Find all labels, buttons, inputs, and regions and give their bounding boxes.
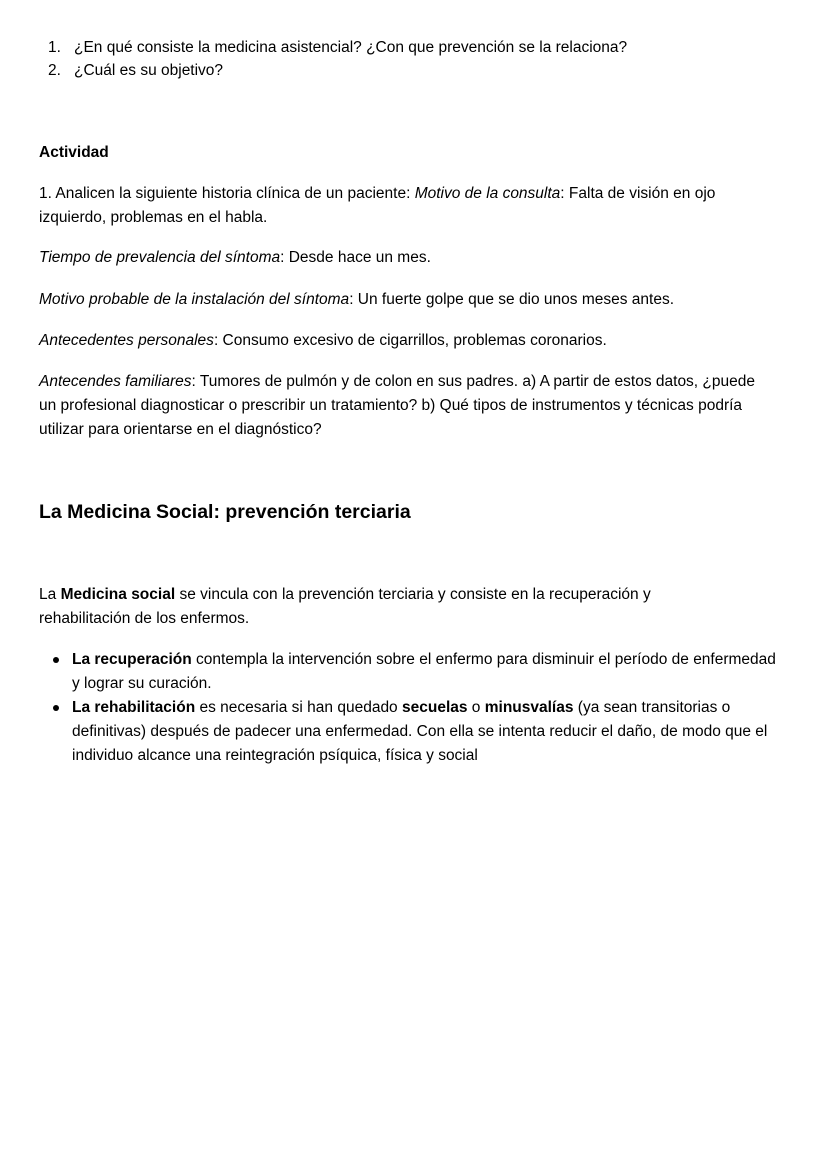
field-label: Antecendes familiares: [39, 373, 192, 390]
question-number: 1.: [48, 39, 61, 56]
question-text: ¿Cuál es su objetivo?: [74, 62, 224, 79]
bullet-text: contempla la intervención sobre el enfermo para disminuir el período de enfermedad y lograr su curación.: [72, 651, 776, 692]
bullet-dot-icon: [53, 657, 59, 663]
field-label: Antecedentes personales: [39, 332, 214, 349]
question-text: ¿En qué consiste la medicina asistencial? ¿Con que prevención se la relaciona?: [74, 39, 628, 56]
bold-term: La recuperación: [72, 651, 192, 668]
question-list: [39, 36, 789, 82]
question-item: [48, 59, 789, 82]
field-label: Motivo de la consulta: [414, 185, 561, 202]
bold-term: minusvalías: [484, 699, 574, 716]
activity-paragraph-5: [39, 370, 769, 442]
bullet-dot-icon: [53, 705, 59, 711]
bullet-item: [72, 696, 787, 768]
bold-term: secuelas: [402, 699, 468, 716]
paragraph-text: La: [39, 586, 61, 603]
bullet-item: [72, 648, 787, 696]
section-heading: La Medicina Social: prevención terciaria: [39, 501, 411, 523]
activity-title: Actividad: [39, 144, 109, 161]
field-label: Motivo probable de la instalación del síntoma: [39, 291, 350, 308]
question-item: [48, 36, 789, 59]
document-page: [39, 36, 789, 764]
bullet-text: es necesaria si han quedado: [195, 699, 402, 716]
paragraph-text: : Un fuerte golpe que se dio unos meses antes.: [349, 291, 675, 308]
field-label: Tiempo de prevalencia del síntoma: [39, 249, 281, 266]
bold-term: La rehabilitación: [72, 699, 196, 716]
bullet-list: [39, 648, 787, 768]
bullet-text: (ya sean transitorias o definitivas) después de padecer una enfermedad. Con ella se intenta reducir el daño, de modo que el individuo alcance una reintegración psíquica, física y social: [72, 699, 768, 764]
paragraph-text: 1. Analicen la siguiente historia clínica de un paciente:: [39, 185, 415, 202]
bullet-text: o: [467, 699, 485, 716]
activity-paragraph-3: [39, 288, 784, 312]
paragraph-text: : Desde hace un mes.: [280, 249, 431, 266]
activity-paragraph-1: [39, 182, 784, 230]
bold-term: Medicina social: [60, 586, 176, 603]
activity-paragraph-4: [39, 329, 784, 353]
paragraph-text: : Falta de visión en ojo izquierdo, problemas en el habla.: [39, 185, 716, 226]
paragraph-text: : Tumores de pulmón y de colon en sus padres. a) A partir de estos datos, ¿puede un profesional diagnosticar o prescribir un tratamiento? b) Qué tipos de instrumentos y técnicas podría utilizar para orientarse en el diagnóstico?: [39, 373, 755, 438]
paragraph-text: : Consumo excesivo de cigarrillos, problemas coronarios.: [213, 332, 607, 349]
paragraph-text: se vincula con la prevención terciaria y consiste en la recuperación y rehabilitación de los enfermos.: [39, 586, 651, 627]
question-number: 2.: [48, 62, 61, 79]
activity-paragraph-2: [39, 246, 784, 270]
section-intro: [39, 583, 739, 631]
